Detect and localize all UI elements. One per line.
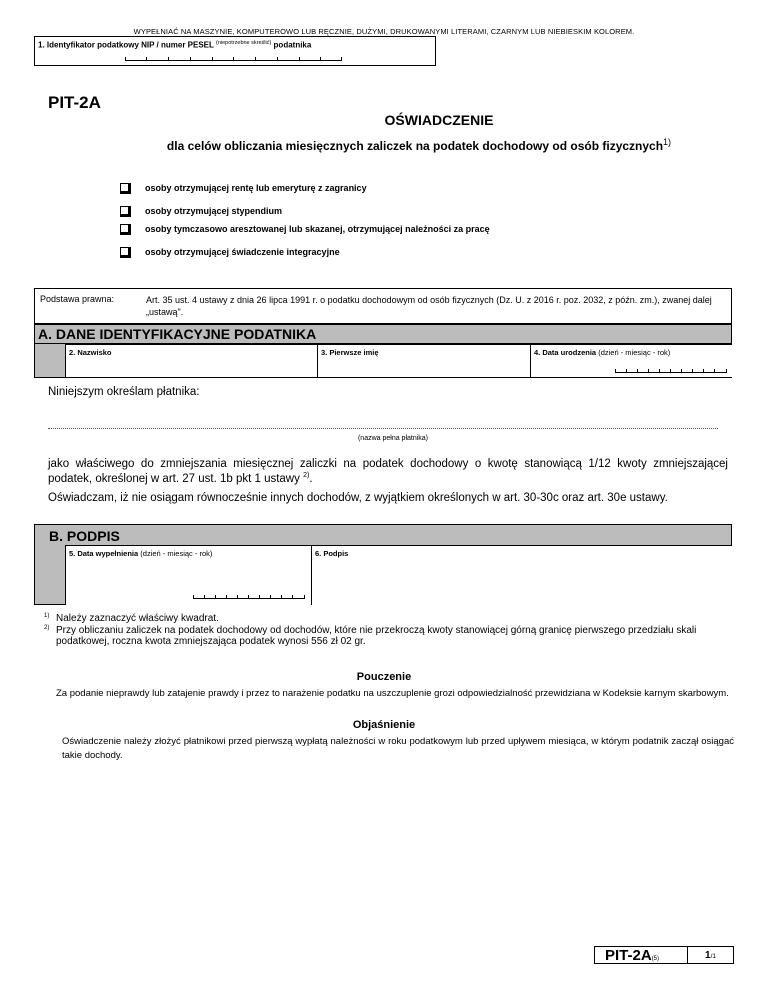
payer-lead: Niniejszym określam płatnika: [48,386,200,398]
instruction-text: Za podanie nieprawdy lub zatajenie prawdy i przez to narażenie podatku na uszczuplenie grozi odpowiedzialność przewidziana w Kodeksie karnym skarbowym. [56,688,729,699]
checkbox[interactable] [120,206,131,217]
section-a-title: A. DANE IDENTYFIKACYJNE PODATNIKA [34,324,732,344]
signature-label: 6. Podpis [315,549,349,558]
option-label: osoby otrzymującej stypendium [145,206,283,216]
explanation-title: Objaśnienie [352,719,416,731]
payer-name-caption: (nazwa pełna płatnika) [357,435,429,442]
fill-date-field[interactable] [65,545,311,605]
legal-basis-text: Art. 35 ust. 4 ustawy z dnia 26 lipca 1991 r. o podatku dochodowym od osób fizycznych (Dz. U. z 2016 r. poz. 2032, z późn. zm.), zwanej dalej „ustawą". [146,295,712,317]
checkbox[interactable] [120,224,131,235]
surname-label: 2. Nazwisko [69,348,112,357]
birth-date-field[interactable] [530,344,732,377]
form-subtitle: dla celów obliczania miesięcznych zaliczek na podatek dochodowy od osób fizycznych$^{1)}$ [166,137,672,153]
option-label: osoby tymczasowo aresztowanej lub skazanej, otrzymującej należności za pracę [145,224,490,234]
form-code: PIT-2A [48,93,101,112]
option-row[interactable] [120,244,340,260]
taxpayer-id-boxes[interactable] [125,57,342,61]
option-label: osoby otrzymującej świadczenie integracyjne [145,247,340,257]
fill-instruction-note: WYPEŁNIAĆ NA MASZYNIE, KOMPUTEROWO LUB RĘCZNIE, DUŻYMI, DRUKOWANYMI LITERAMI, CZARNYM LUB NIEBIESKIM KOLOREM. [133,27,635,36]
legal-basis-label: Podstawa prawna: [40,294,115,304]
birth-date-boxes[interactable] [615,369,727,373]
first-name-label: 3. Pierwsze imię [321,348,379,357]
payer-name-input[interactable] [48,422,718,429]
legal-basis-box [34,288,732,324]
fill-date-label: 5. Data wypełnienia (dzień - miesiąc - rok) [69,549,213,558]
section-a [34,344,732,378]
first-name-field[interactable] [317,344,530,377]
declaration-text: jako właściwego do zmniejszania miesięcznej zaliczki na podatek dochodowy o kwotę stanowiącą 1/12 kwoty zmniejszającej podatek, określonej w art. 27 ust. 1b pkt 1 ustawy $^{2)}$. [48,458,728,485]
taxpayer-id-field[interactable] [34,36,436,66]
fill-date-boxes[interactable] [193,595,305,599]
checkbox[interactable] [120,183,131,194]
footnote-1: 1) Należy zaznaczyć właściwy kwadrat. [44,613,219,624]
signature-field[interactable] [311,545,732,605]
footnote-2: 2) Przy obliczaniu zaliczek na podatek dochodowy od dochodów, które nie przekroczą kwoty stanowiącej górną granicę pierwszego przedziału skali podatkowej, roczna kwota zmniejszająca podatek wynosi 556 zł 02 gr. [44,625,697,647]
birth-date-label: 4. Data urodzenia (dzień - miesiąc - rok) [534,348,671,357]
surname-field[interactable] [65,344,317,377]
checkbox[interactable] [120,247,131,258]
explanation-text: Oświadczenie należy złożyć płatnikowi przed pierwszą wypłatą należności w roku podatkowym lub przed upływem miesiąca, w którym podatnik zaczął osiągać takie dochody. [62,736,734,761]
declaration-income: Oświadczam, iż nie osiągam równocześnie innych dochodów, z wyjątkiem określonych w art. 30-30c oraz art. 30e ustawy. [48,492,668,504]
footnote-ref-2: 2) [303,472,310,479]
option-row[interactable] [120,203,282,219]
section-b [34,524,732,605]
option-row[interactable] [120,221,490,237]
option-row[interactable] [120,180,367,196]
footnote-ref-1: 1) [663,137,672,147]
form-title: OŚWIADCZENIE [384,112,494,128]
page-number: 1/1 [688,946,734,964]
footer-version: (5) [651,956,660,962]
instruction-title: Pouczenie [356,671,412,683]
section-b-title: B. PODPIS [49,528,120,544]
option-label: osoby otrzymującej rentę lub emeryturę z zagranicy [145,183,367,193]
footer-form-code: PIT-2A(5) [594,946,688,964]
taxpayer-id-label: 1. Identyfikator podatkowy NIP / numer PESEL $^{(niepotrzebne skreślić)}$ podatnika [38,40,312,50]
